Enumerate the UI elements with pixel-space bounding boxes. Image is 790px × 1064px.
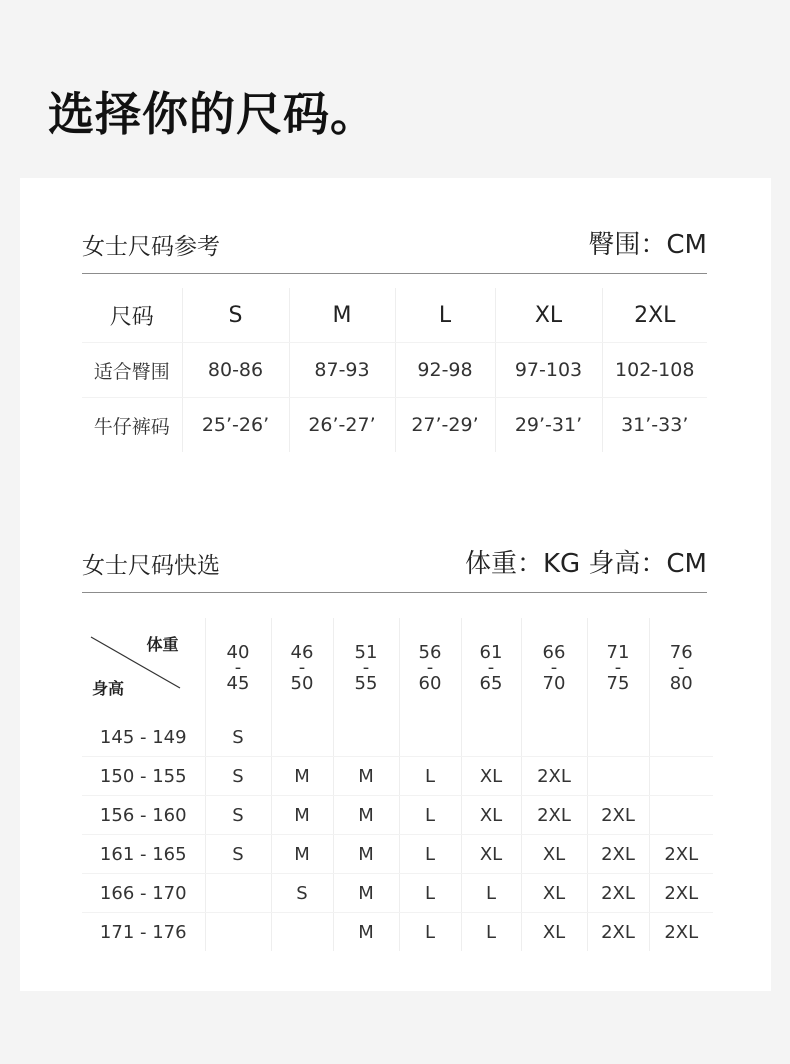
quick-unit: 体重：KG 身高：CM <box>464 549 707 579</box>
size-cell <box>333 718 399 757</box>
quick-title: 女士尺码快选 <box>82 553 220 579</box>
size-cell: S <box>205 796 271 835</box>
reference-unit: 臀围：CM <box>588 230 707 260</box>
header-cell: XL <box>495 288 602 343</box>
header-cell: 尺码 <box>82 288 182 343</box>
weight-range: 61 - 65 <box>461 618 521 718</box>
size-cell: M <box>333 913 399 952</box>
corner-weight-label: 体重 <box>146 635 179 654</box>
table-row <box>82 913 713 952</box>
reference-header <box>82 224 707 274</box>
size-cell: XL <box>521 835 587 874</box>
size-cell: XL <box>521 913 587 952</box>
row-label: 牛仔裤码 <box>82 398 182 453</box>
size-guide-card <box>20 178 771 991</box>
size-cell: 2XL <box>521 796 587 835</box>
height-range-cell: 171 - 176 <box>82 913 205 952</box>
table-row <box>82 398 707 453</box>
table-cell: 92-98 <box>395 343 495 398</box>
size-cell: M <box>333 796 399 835</box>
page-title: 选择你的尺码。 <box>48 87 377 141</box>
weight-range: 46 - 50 <box>271 618 333 718</box>
table-row <box>82 796 713 835</box>
weight-range: 76 - 80 <box>669 642 693 694</box>
table-cell: 31’-33’ <box>621 414 689 436</box>
size-cell <box>649 757 713 796</box>
table-cell: 102-108 <box>602 343 707 398</box>
size-cell <box>587 757 649 796</box>
size-cell: M <box>271 757 333 796</box>
size-cell: L <box>399 757 461 796</box>
size-cell: L <box>399 874 461 913</box>
corner-cell <box>82 618 205 718</box>
weight-range: 71 - 75 <box>587 618 649 718</box>
size-cell: M <box>333 757 399 796</box>
size-cell <box>205 874 271 913</box>
table-row <box>82 757 713 796</box>
table-row <box>82 874 713 913</box>
size-cell: 2XL <box>649 874 713 913</box>
header-cell: S <box>182 288 289 343</box>
size-cell: L <box>399 913 461 952</box>
size-reference-table <box>82 288 707 452</box>
table-cell: 27’-29’ <box>395 398 495 453</box>
corner-height-label: 身高 <box>92 679 125 698</box>
table-row <box>82 835 713 874</box>
size-cell: M <box>333 835 399 874</box>
size-cell: 2XL <box>587 796 649 835</box>
size-cell: L <box>399 835 461 874</box>
size-cell: L <box>399 796 461 835</box>
quick-table-body <box>82 718 713 951</box>
size-cell: XL <box>461 835 521 874</box>
size-cell: M <box>271 796 333 835</box>
size-cell: S <box>205 718 271 757</box>
height-range-cell: 156 - 160 <box>82 796 205 835</box>
height-range-cell: 145 - 149 <box>82 718 205 757</box>
size-cell: M <box>333 874 399 913</box>
header-cell: L <box>395 288 495 343</box>
size-cell: 2XL <box>587 913 649 952</box>
table-cell: 97-103 <box>495 343 602 398</box>
height-range-cell: 166 - 170 <box>82 874 205 913</box>
table-cell: 87-93 <box>289 343 395 398</box>
table-row <box>82 343 707 398</box>
table-cell: 26’-27’ <box>289 398 395 453</box>
table-cell: 80-86 <box>182 343 289 398</box>
header-cell: 2XL <box>602 288 707 343</box>
size-cell: 2XL <box>587 835 649 874</box>
table-row <box>82 718 713 757</box>
weight-range: 51 - 55 <box>333 618 399 718</box>
row-label: 适合臀围 <box>82 343 182 398</box>
size-cell <box>461 718 521 757</box>
size-cell <box>649 796 713 835</box>
size-quick-table <box>82 618 713 951</box>
size-cell <box>521 718 587 757</box>
size-cell: S <box>205 835 271 874</box>
size-cell: XL <box>461 796 521 835</box>
weight-header-row <box>82 618 713 718</box>
size-cell: M <box>271 835 333 874</box>
table-cell: 29’-31’ <box>495 398 602 453</box>
header-cell: M <box>289 288 395 343</box>
size-cell <box>649 718 713 757</box>
size-cell: 2XL <box>521 757 587 796</box>
weight-range: 56 - 60 <box>399 618 461 718</box>
size-cell: 2XL <box>649 835 713 874</box>
size-cell <box>587 718 649 757</box>
size-cell: XL <box>461 757 521 796</box>
table-header-row <box>82 288 707 343</box>
size-cell <box>205 913 271 952</box>
size-cell: L <box>461 874 521 913</box>
table-cell: 25’-26’ <box>182 398 289 453</box>
size-cell: 2XL <box>587 874 649 913</box>
quick-header <box>82 543 707 593</box>
weight-range: 40 - 45 <box>205 618 271 718</box>
size-cell: S <box>271 874 333 913</box>
height-range-cell: 150 - 155 <box>82 757 205 796</box>
size-cell <box>399 718 461 757</box>
size-cell <box>271 718 333 757</box>
height-range-cell: 161 - 165 <box>82 835 205 874</box>
reference-title: 女士尺码参考 <box>82 234 220 260</box>
size-cell: S <box>205 757 271 796</box>
size-cell: L <box>461 913 521 952</box>
size-cell: XL <box>521 874 587 913</box>
size-cell: 2XL <box>664 921 699 943</box>
size-cell <box>271 913 333 952</box>
weight-range: 66 - 70 <box>521 618 587 718</box>
